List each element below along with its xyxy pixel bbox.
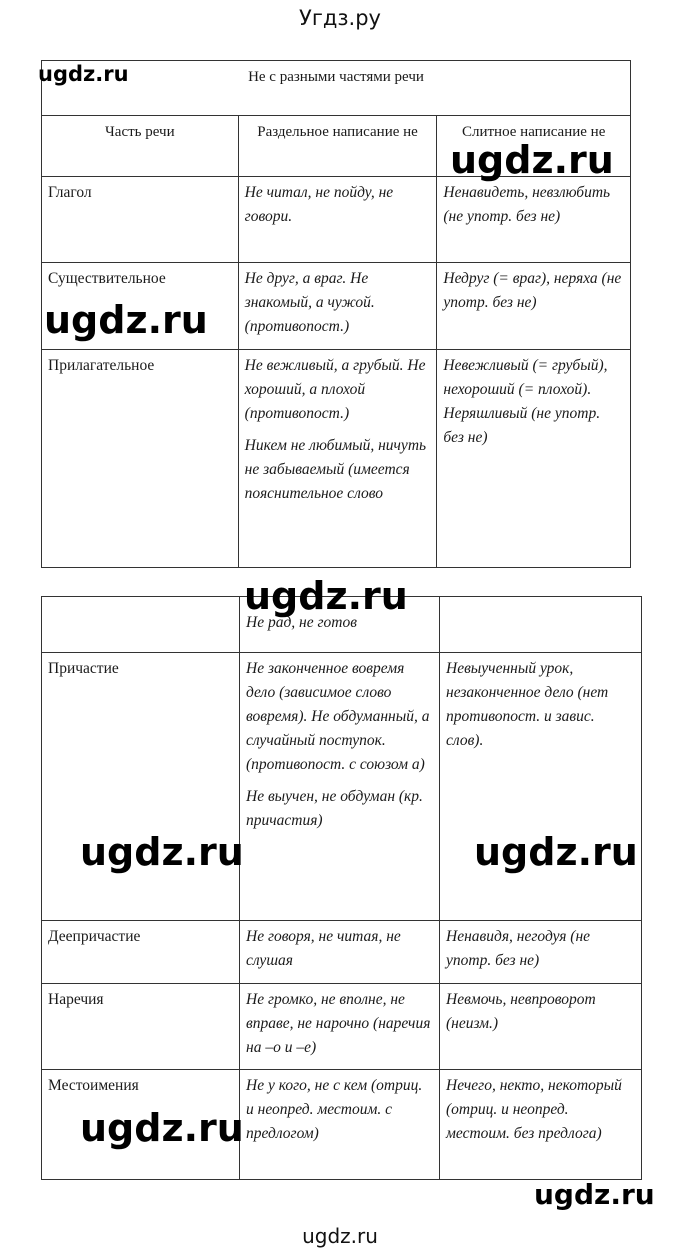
joined-cell: Невежливый (= грубый), нехороший (= плохой). Неряшливый (не употр. без не)	[437, 350, 631, 568]
watermark: ugdz.ru	[44, 298, 208, 342]
example-text: Не говоря, не читая, не слушая	[246, 928, 401, 969]
example-text: Не друг, а враг. Не знакомый, а чужой. (противопост.)	[244, 270, 375, 335]
part-of-speech-cell	[42, 597, 240, 653]
header-part-of-speech: Часть речи	[42, 116, 239, 177]
watermark: ugdz.ru	[474, 830, 638, 874]
watermark: ugdz.ru	[534, 1178, 655, 1211]
example-text: Не вежливый, а грубый. Не хороший, а плохой (противопост.)	[244, 357, 426, 422]
table-row	[42, 921, 642, 984]
example-text: Не выучен, не обдуман (кр. причастия)	[246, 788, 423, 829]
separate-cell	[240, 1070, 440, 1180]
part-of-speech-cell: Глагол	[42, 177, 239, 263]
header-joined: Слитное написание не	[437, 116, 631, 177]
table-row	[42, 984, 642, 1070]
example-text: Не громко, не вполне, не вправе, не нарочно (наречия на –о и –е)	[246, 991, 431, 1056]
part-of-speech-cell: Прилагательное	[42, 350, 239, 568]
part-of-speech-cell: Местоимения	[42, 1070, 240, 1180]
joined-cell: Невмочь, невпроворот (неизм.)	[440, 984, 642, 1070]
part-of-speech-cell: Деепричастие	[42, 921, 240, 984]
joined-cell: Ненавидеть, невзлюбить (не употр. без не)	[437, 177, 631, 263]
table-title: Не с разными частями речи	[42, 61, 631, 116]
table-row	[42, 177, 631, 263]
separate-cell	[238, 350, 437, 568]
watermark: ugdz.ru	[80, 830, 244, 874]
joined-cell	[440, 597, 642, 653]
joined-cell: Недруг (= враг), неряха (не употр. без не)	[437, 263, 631, 350]
watermark: ugdz.ru	[450, 138, 614, 182]
separate-cell	[240, 653, 440, 921]
separate-cell	[240, 984, 440, 1070]
example-text: Не у кого, не с кем (отриц. и неопред. местоим. с предлогом)	[246, 1077, 423, 1142]
separate-cell	[238, 263, 437, 350]
example-text: Не читал, не пойду, не говори.	[244, 184, 394, 225]
site-title: Угдз.ру	[299, 6, 381, 30]
joined-cell: Нечего, некто, некоторый (отриц. и неопред. местоим. без предлога)	[440, 1070, 642, 1180]
rules-table-part2	[41, 596, 642, 1180]
table-row	[42, 653, 642, 921]
header-separate: Раздельное написание не	[238, 116, 437, 177]
part-of-speech-cell: Наречия	[42, 984, 240, 1070]
separate-cell: Не рад, не готов	[240, 597, 440, 653]
watermark: ugdz.ru	[244, 574, 408, 618]
footer-site: ugdz.ru	[302, 1224, 378, 1248]
example-text: Никем не любимый, ничуть не забываемый (имеется пояснительное слово	[244, 437, 427, 502]
watermark: ugdz.ru	[80, 1106, 244, 1150]
joined-cell: Невыученный урок, незаконченное дело (нет противопост. и завис. слов).	[440, 653, 642, 921]
example-text: Не законченное вовремя дело (зависимое слово вовремя). Не обдуманный, а случайный поступок. (противопост. с союзом а)	[246, 660, 430, 773]
separate-cell	[240, 921, 440, 984]
part-of-speech-cell: Причастие	[42, 653, 240, 921]
watermark: ugdz.ru	[38, 62, 129, 86]
part-of-speech-cell: Существительное	[42, 263, 239, 350]
separate-cell	[238, 177, 437, 263]
table-row	[42, 350, 631, 568]
joined-cell: Ненавидя, негодуя (не употр. без не)	[440, 921, 642, 984]
